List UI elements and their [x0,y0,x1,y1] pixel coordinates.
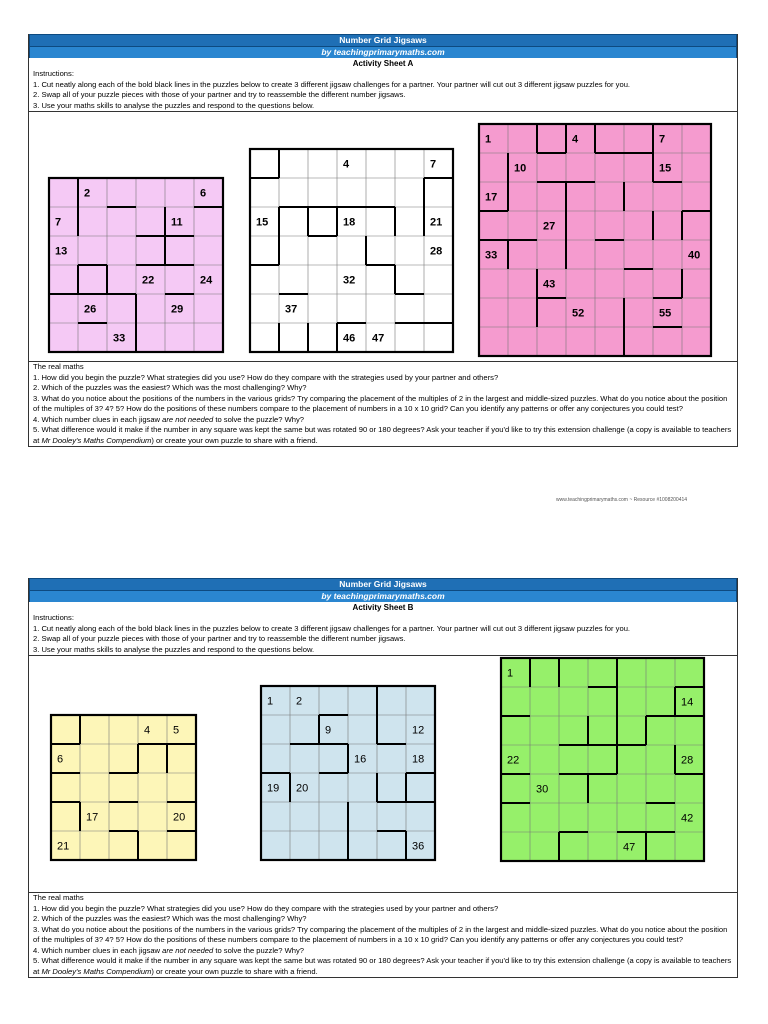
puzzle-background [51,715,196,860]
puzzle-grid-set [29,656,737,892]
footer-credit: www.teachingprimarymaths.com ~ Resource #1008200414 [556,497,688,503]
question-item [33,956,733,977]
grid-number: 6 [57,753,64,766]
grid-number: 21 [57,840,70,853]
grid-number: 7 [659,133,666,146]
question-text: ) or create your own puzzle to share with a friend. [151,435,318,445]
puzzle-grid-medium [261,686,435,860]
question-item [33,946,733,957]
question-item: 2. Which of the puzzles was the easiest? Which was the most challenging? Why? [33,914,307,923]
question-item: 1. How did you begin the puzzle? What strategies did you use? How do they compare with the strategies used by your partner and others? [33,372,499,382]
grid-number: 14 [681,696,694,709]
grid-number: 13 [55,245,68,258]
question-text: 4. Which number clues in each jigsaw [33,414,163,424]
question-item: 2. Which of the puzzles was the easiest? Which was the most challenging? Why? [33,383,307,392]
puzzle-grid-small [29,112,737,361]
sheet-byline: by teachingprimarymaths.com [29,47,737,58]
question-item [33,415,733,426]
grid-number: 24 [200,274,213,287]
grid-number: 7 [430,158,437,171]
grid-number: 11 [171,216,183,229]
grid-number: 4 [572,133,579,146]
question-item: 3. What do you notice about the positions of the numbers in the various grids? Try comparing the placement of the multiples of 2 in the largest and middle-sized puzzles. What do you notice about the position of the multiples of 3? 4? 5? How do the positions of these numbers compare to the placement of numbers in a 10 x 10 grid? Can you identify any patterns or offer any conjectures you could test? [33,393,730,413]
grid-number: 22 [142,274,155,287]
grid-number: 17 [86,811,99,824]
real-maths-heading: The real maths [33,893,84,902]
activity-label: Activity Sheet B [352,603,414,612]
grid-number: 20 [173,811,186,824]
grid-number: 47 [623,841,636,854]
grid-number: 36 [412,840,425,853]
grid-number: 15 [256,216,269,229]
grid-number: 1 [507,667,514,680]
grid-number: 22 [507,754,520,767]
grid-number: 40 [688,249,701,262]
grid-number: 27 [543,220,556,233]
activity-label: Activity Sheet A [352,59,414,68]
grid-number: 30 [536,783,549,796]
instructions-heading: Instructions: [33,69,74,78]
sheet-title: Number Grid Jigsaws [29,34,737,47]
instructions-block [29,613,737,656]
grid-number: 42 [681,812,694,825]
grid-number: 18 [343,216,356,229]
grid-number: 43 [543,278,556,291]
question-text: ) or create your own puzzle to share with a friend. [151,966,318,976]
question-text: to solve the puzzle? Why? [213,414,305,424]
grid-number: 7 [55,216,62,229]
grid-number: 2 [296,695,303,708]
grid-number: 47 [372,332,385,345]
sheet-title: Number Grid Jigsaws [29,578,737,591]
sheet-byline: by teachingprimarymaths.com [29,591,737,602]
question-item: 1. How did you begin the puzzle? What strategies did you use? How do they compare with the strategies used by your partner and others? [33,903,499,913]
grid-number: 28 [681,754,694,767]
puzzle-area [29,112,737,362]
question-item [33,425,733,446]
puzzle-grid-large [479,124,711,356]
question-item: 3. What do you notice about the positions of the numbers in the various grids? Try comparing the placement of the multiples of 2 in the largest and middle-sized puzzles. What do you notice about the position of the multiples of 3? 4? 5? How do the positions of these numbers compare to the placement of numbers in a 10 x 10 grid? Can you identify any patterns or offer any conjectures you could test? [33,924,730,944]
grid-number: 37 [285,303,298,316]
grid-number: 21 [430,216,443,229]
instruction-item: 2. Swap all of your puzzle pieces with those of your partner and try to reassemble the different number jigsaws. [33,634,406,643]
instruction-item: 2. Swap all of your puzzle pieces with those of your partner and try to reassemble the different number jigsaws. [33,90,406,99]
grid-number: 52 [572,307,585,320]
puzzle-area [29,656,737,893]
grid-number: 26 [84,303,97,316]
grid-number: 9 [325,724,332,737]
grid-number: 1 [267,695,274,708]
instructions-block [29,69,737,112]
puzzle-grid-large [501,658,704,861]
question-text: 5. What difference would it make if the number in any square was kept the same but was rotated 90 or 180 degrees? Ask your teacher if you'd like to try this extension challenge (a copy is available to teachers at [33,956,734,976]
real-maths-heading: The real maths [33,362,84,371]
puzzle-background [501,658,704,861]
grid-number: 19 [267,782,280,795]
question-text: 4. Which number clues in each jigsaw [33,945,163,955]
real-maths-block [29,893,737,978]
question-emphasis: Mr Dooley's Maths Compendium [41,435,152,445]
puzzle-grid-small [49,178,223,352]
grid-number: 5 [173,724,180,737]
grid-number: 6 [200,187,207,200]
instruction-item: 3. Use your maths skills to analyse the puzzles and respond to the questions below. [33,644,315,654]
grid-number: 28 [430,245,443,258]
grid-number: 33 [485,249,498,262]
question-emphasis: are not needed [162,414,214,424]
puzzle-grid-small [51,715,196,860]
grid-number: 33 [113,332,126,345]
instruction-item: 1. Cut neatly along each of the bold black lines in the puzzles below to create 3 different jigsaw challenges for a partner. Your partner will cut out 3 different jigsaw puzzles for you. [33,79,631,89]
grid-number: 10 [514,162,527,175]
question-text: 5. What difference would it make if the number in any square was kept the same but was rotated 90 or 180 degrees? Ask your teacher if you'd like to try this extension challenge (a copy is available to teachers at [33,425,734,445]
puzzle-background [250,149,453,352]
grid-number: 1 [485,133,492,146]
activity-sheet-a [28,34,738,447]
grid-number: 18 [412,753,425,766]
puzzle-grid-medium [250,149,453,352]
grid-number: 4 [144,724,151,737]
question-text: to solve the puzzle? Why? [213,945,305,955]
question-emphasis: are not needed [162,945,214,955]
grid-number: 12 [412,724,425,737]
grid-number: 16 [354,753,367,766]
grid-number: 29 [171,303,184,316]
grid-number: 17 [485,191,498,204]
activity-sheet-b [28,578,738,978]
grid-number: 32 [343,274,356,287]
real-maths-block [29,362,737,447]
grid-number: 4 [343,158,350,171]
instructions-heading: Instructions: [33,613,74,622]
instruction-item: 3. Use your maths skills to analyse the puzzles and respond to the questions below. [33,100,315,110]
grid-number: 55 [659,307,672,320]
grid-number: 15 [659,162,672,175]
grid-number: 20 [296,782,309,795]
question-emphasis: Mr Dooley's Maths Compendium [41,966,152,976]
grid-number: 46 [343,332,356,345]
grid-number: 2 [84,187,91,200]
instruction-item: 1. Cut neatly along each of the bold black lines in the puzzles below to create 3 different jigsaw challenges for a partner. Your partner will cut out 3 different jigsaw puzzles for you. [33,623,631,633]
